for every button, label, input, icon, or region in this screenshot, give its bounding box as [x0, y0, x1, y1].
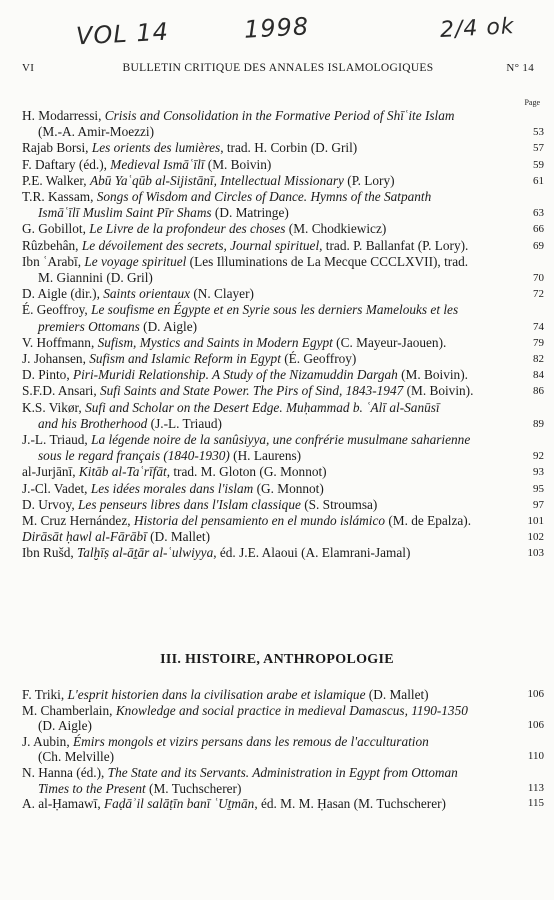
- section-heading: III. HISTOIRE, ANTHROPOLOGIE: [160, 652, 394, 667]
- entry-title: Kitāb al-Taʿrīfāt: [78, 464, 167, 480]
- entry-author: T.R. Kassam,: [22, 189, 97, 205]
- entry-author: G. Gobillot,: [22, 221, 90, 237]
- running-header: [22, 62, 534, 80]
- page-roman-number: VI: [22, 62, 35, 74]
- entry-reviewer: (D. Mallet): [365, 687, 429, 702]
- page-number: 57: [533, 142, 544, 155]
- entry-title: L'esprit historien dans la civilisation arabe et islamique: [67, 687, 366, 702]
- entry-author: Ibn Rušd,: [22, 545, 78, 561]
- entry-reviewer: (C. Mayeur-Jaouen).: [332, 334, 447, 350]
- entry-author: V. Hoffmann,: [22, 334, 98, 350]
- entry-title: Abū Yaʿqūb al-Sijistānī, Intellectual Missionary: [89, 172, 344, 188]
- entry-reviewer: (M. Boivin): [204, 156, 272, 172]
- entry-reviewer: M. Giannini (D. Gril): [38, 270, 153, 286]
- page-number: 97: [533, 498, 544, 511]
- handwritten-year: 1998: [243, 12, 310, 44]
- page-column-label: Page: [524, 98, 540, 107]
- entry-reviewer: (P. Lory): [343, 172, 395, 188]
- list-item: [22, 238, 544, 254]
- entry-title: Le dévoilement des secrets, Journal spirituel: [81, 237, 320, 253]
- entry-title-cont: Ismāʿīlī Muslim Saint Pīr Shams: [38, 205, 212, 221]
- list-item: [22, 189, 544, 221]
- entry-reviewer: (M. Boivin).: [403, 383, 474, 399]
- entry-title-cont: and his Brotherhood: [38, 415, 148, 431]
- page-number: 92: [533, 450, 544, 463]
- entry-author: M. Cruz Hernández,: [22, 513, 134, 529]
- entry-author: J.-L. Triaud,: [22, 432, 92, 448]
- entry-title: Sufism and Islamic Reform in Egypt: [89, 351, 281, 367]
- list-item: [22, 481, 544, 497]
- page-number: 72: [533, 288, 544, 301]
- page-number: 103: [527, 547, 544, 560]
- entry-reviewer: (S. Stroumsa): [300, 496, 378, 512]
- list-item: [22, 796, 544, 812]
- entry-author: Rûzbehân,: [22, 237, 82, 253]
- entry-author: F. Daftary (éd.),: [22, 156, 111, 172]
- list-item: [22, 432, 544, 464]
- list-item: [22, 367, 544, 383]
- list-item: [22, 497, 544, 513]
- page-number: 69: [533, 239, 544, 252]
- page-number: 84: [533, 369, 544, 382]
- list-item: [22, 383, 544, 399]
- entry-title: Faḍāʾil salāṭīn banī ʿUṯmān: [103, 796, 255, 812]
- list-item: [22, 703, 544, 734]
- entry-reviewer: (H. Laurens): [229, 448, 302, 464]
- list-item: [22, 221, 544, 237]
- entry-title: Songs of Wisdom and Circles of Dance. Hymns of the Satpanth: [96, 189, 432, 205]
- entry-reviewer: (G. Monnot): [253, 480, 324, 496]
- entry-reviewer: (M. de Epalza).: [385, 513, 472, 529]
- entry-author: al-Jurjānī,: [22, 464, 79, 480]
- entry-title: Les penseurs libres dans l'Islam classique: [78, 496, 301, 512]
- entry-author: P.E. Walker,: [22, 172, 90, 188]
- issue-number: N° 14: [506, 62, 534, 74]
- entry-reviewer: (M. Chodkiewicz): [285, 221, 387, 237]
- entry-title: Émirs mongols et vizirs persans dans les remous de l'acculturation: [72, 733, 429, 749]
- entry-author: S.F.D. Ansari,: [22, 383, 100, 399]
- page-number: 93: [533, 466, 544, 479]
- page-number: 59: [533, 158, 544, 171]
- page-number: 79: [533, 336, 544, 349]
- entry-reviewer: (É. Geoffroy): [280, 351, 357, 367]
- entry-reviewer: , éd. J.E. Alaoui (A. Elamrani-Jamal): [213, 545, 411, 561]
- entry-title: The State and its Servants. Administration in Egypt from Ottoman: [107, 764, 458, 780]
- entry-author: D. Aigle (dir.),: [22, 286, 104, 302]
- list-item: [22, 513, 544, 529]
- entry-author: J. Aubin,: [22, 733, 73, 749]
- entry-reviewer: (D. Aigle): [139, 318, 198, 334]
- entry-author: Ibn ʿArabī,: [22, 253, 85, 269]
- entry-author: F. Triki,: [22, 687, 68, 702]
- page-number: 101: [527, 515, 544, 528]
- entry-title: Sufi Saints and State Power. The Pirs of Sind, 1843-1947: [100, 383, 404, 399]
- entry-reviewer: , trad. M. Gloton (G. Monnot): [166, 464, 327, 480]
- list-item: [22, 545, 544, 561]
- list-item: [22, 173, 544, 189]
- entry-author: M. Chamberlain,: [22, 702, 116, 718]
- entry-title-cont: Times to the Present: [38, 780, 146, 796]
- entry-title: Le Livre de la profondeur des choses: [89, 221, 286, 237]
- page-number: 86: [533, 385, 544, 398]
- entry-title: La légende noire de la sanûsiyya, une confrérie musulmane saharienne: [91, 432, 471, 448]
- entry-title: Crisis and Consolidation in the Formative Period of Shīʿite Islam: [104, 108, 455, 123]
- page-number: 95: [533, 482, 544, 495]
- entry-title: Piri-Muridi Relationship. A Study of the Nizamuddin Dargah: [72, 367, 398, 383]
- list-item: [22, 140, 544, 156]
- review-list-section-1: [22, 108, 544, 562]
- entry-title-cont: premiers Ottomans: [38, 318, 140, 334]
- list-item: [22, 351, 544, 367]
- page-number: 63: [533, 207, 544, 220]
- page-number: 106: [527, 688, 544, 700]
- entry-reviewer: (M.-A. Amir-Moezzi): [38, 124, 155, 140]
- entry-reviewer: (D. Mallet): [146, 529, 211, 545]
- entry-author: D. Urvoy,: [22, 496, 79, 512]
- entry-title: Les orients des lumières: [91, 140, 221, 156]
- list-item: [22, 108, 544, 140]
- list-item: [22, 400, 544, 432]
- entry-title: Les idées morales dans l'islam: [90, 480, 254, 496]
- entry-author: N. Hanna (éd.),: [22, 764, 108, 780]
- entry-reviewer: (Ch. Melville): [38, 749, 115, 765]
- page-number: 106: [527, 719, 544, 732]
- entry-author: É. Geoffroy,: [22, 302, 92, 318]
- list-item: [22, 286, 544, 302]
- entry-title: Medieval Ismāʿīlī: [110, 156, 205, 172]
- handwritten-volume: VOL 14: [75, 17, 170, 51]
- entry-title: Dirāsāt ḥawl al-Fārābī: [22, 529, 147, 545]
- entry-author: A. al-Ḥamawī,: [22, 796, 104, 812]
- entry-reviewer: (D. Matringe): [211, 205, 289, 221]
- entry-reviewer: , trad. P. Ballanfat (P. Lory).: [319, 237, 469, 253]
- entry-title: Historia del pensamiento en el mundo islámico: [133, 513, 386, 529]
- list-item: [22, 254, 544, 286]
- entry-reviewer: , trad. H. Corbin (D. Gril): [220, 140, 358, 156]
- entry-author: H. Modarressi,: [22, 108, 105, 123]
- list-item: [22, 302, 544, 334]
- entry-author: J. Johansen,: [22, 351, 90, 367]
- entry-reviewer: (J.-L. Triaud): [147, 415, 222, 431]
- page-number: 74: [533, 320, 544, 333]
- list-item: [22, 765, 544, 796]
- list-item: [22, 734, 544, 765]
- review-list-section-2: [22, 687, 544, 812]
- entry-reviewer: , éd. M. M. Ḥasan (M. Tuchscherer): [254, 796, 446, 812]
- page-number: 61: [533, 174, 544, 187]
- entry-title: Le soufisme en Égypte et en Syrie sous les derniers Mamelouks et les: [91, 302, 459, 318]
- page-number: 115: [527, 797, 544, 810]
- entry-reviewer: (M. Tuchscherer): [145, 780, 242, 796]
- entry-author: K.S. Vikør,: [22, 399, 86, 415]
- page-number: 66: [533, 223, 544, 236]
- entry-reviewer: (N. Clayer): [190, 286, 254, 302]
- entry-reviewer: (Les Illuminations de La Mecque CCCLXVII), trad.: [186, 253, 469, 269]
- page-number: 53: [533, 126, 544, 139]
- entry-reviewer: (M. Boivin).: [397, 367, 468, 383]
- page-number: 82: [533, 353, 544, 366]
- page-number: 89: [533, 417, 544, 430]
- list-item: [22, 529, 544, 545]
- entry-title: Sufi and Scholar on the Desert Edge. Muḥammad b. ʿAlī al-Sanūsī: [85, 399, 440, 415]
- entry-title: Talḫīṣ al-āṯār al-ʿulwiyya: [77, 545, 214, 561]
- entry-author: Rajab Borsi,: [22, 140, 92, 156]
- journal-title: BULLETIN CRITIQUE DES ANNALES ISLAMOLOGIQUES: [122, 62, 434, 74]
- handwritten-note: 2/4 ok: [439, 14, 516, 43]
- entry-title-cont: sous le regard français (1840-1930): [38, 448, 230, 464]
- page-number: 110: [527, 750, 544, 763]
- entry-author: J.-Cl. Vadet,: [22, 480, 91, 496]
- list-item: [22, 687, 544, 703]
- page-number: 70: [533, 272, 544, 285]
- list-item: [22, 157, 544, 173]
- entry-title: Saints orientaux: [103, 286, 191, 302]
- page-number: 102: [527, 531, 544, 544]
- entry-title: Knowledge and social practice in medieval Damascus, 1190-1350: [115, 702, 468, 718]
- entry-title: Le voyage spirituel: [84, 253, 187, 269]
- list-item: [22, 464, 544, 480]
- entry-reviewer: (D. Aigle): [38, 718, 92, 734]
- entry-author: D. Pinto,: [22, 367, 73, 383]
- page-number: 113: [527, 781, 544, 794]
- list-item: [22, 335, 544, 351]
- entry-title: Sufism, Mystics and Saints in Modern Egypt: [97, 334, 333, 350]
